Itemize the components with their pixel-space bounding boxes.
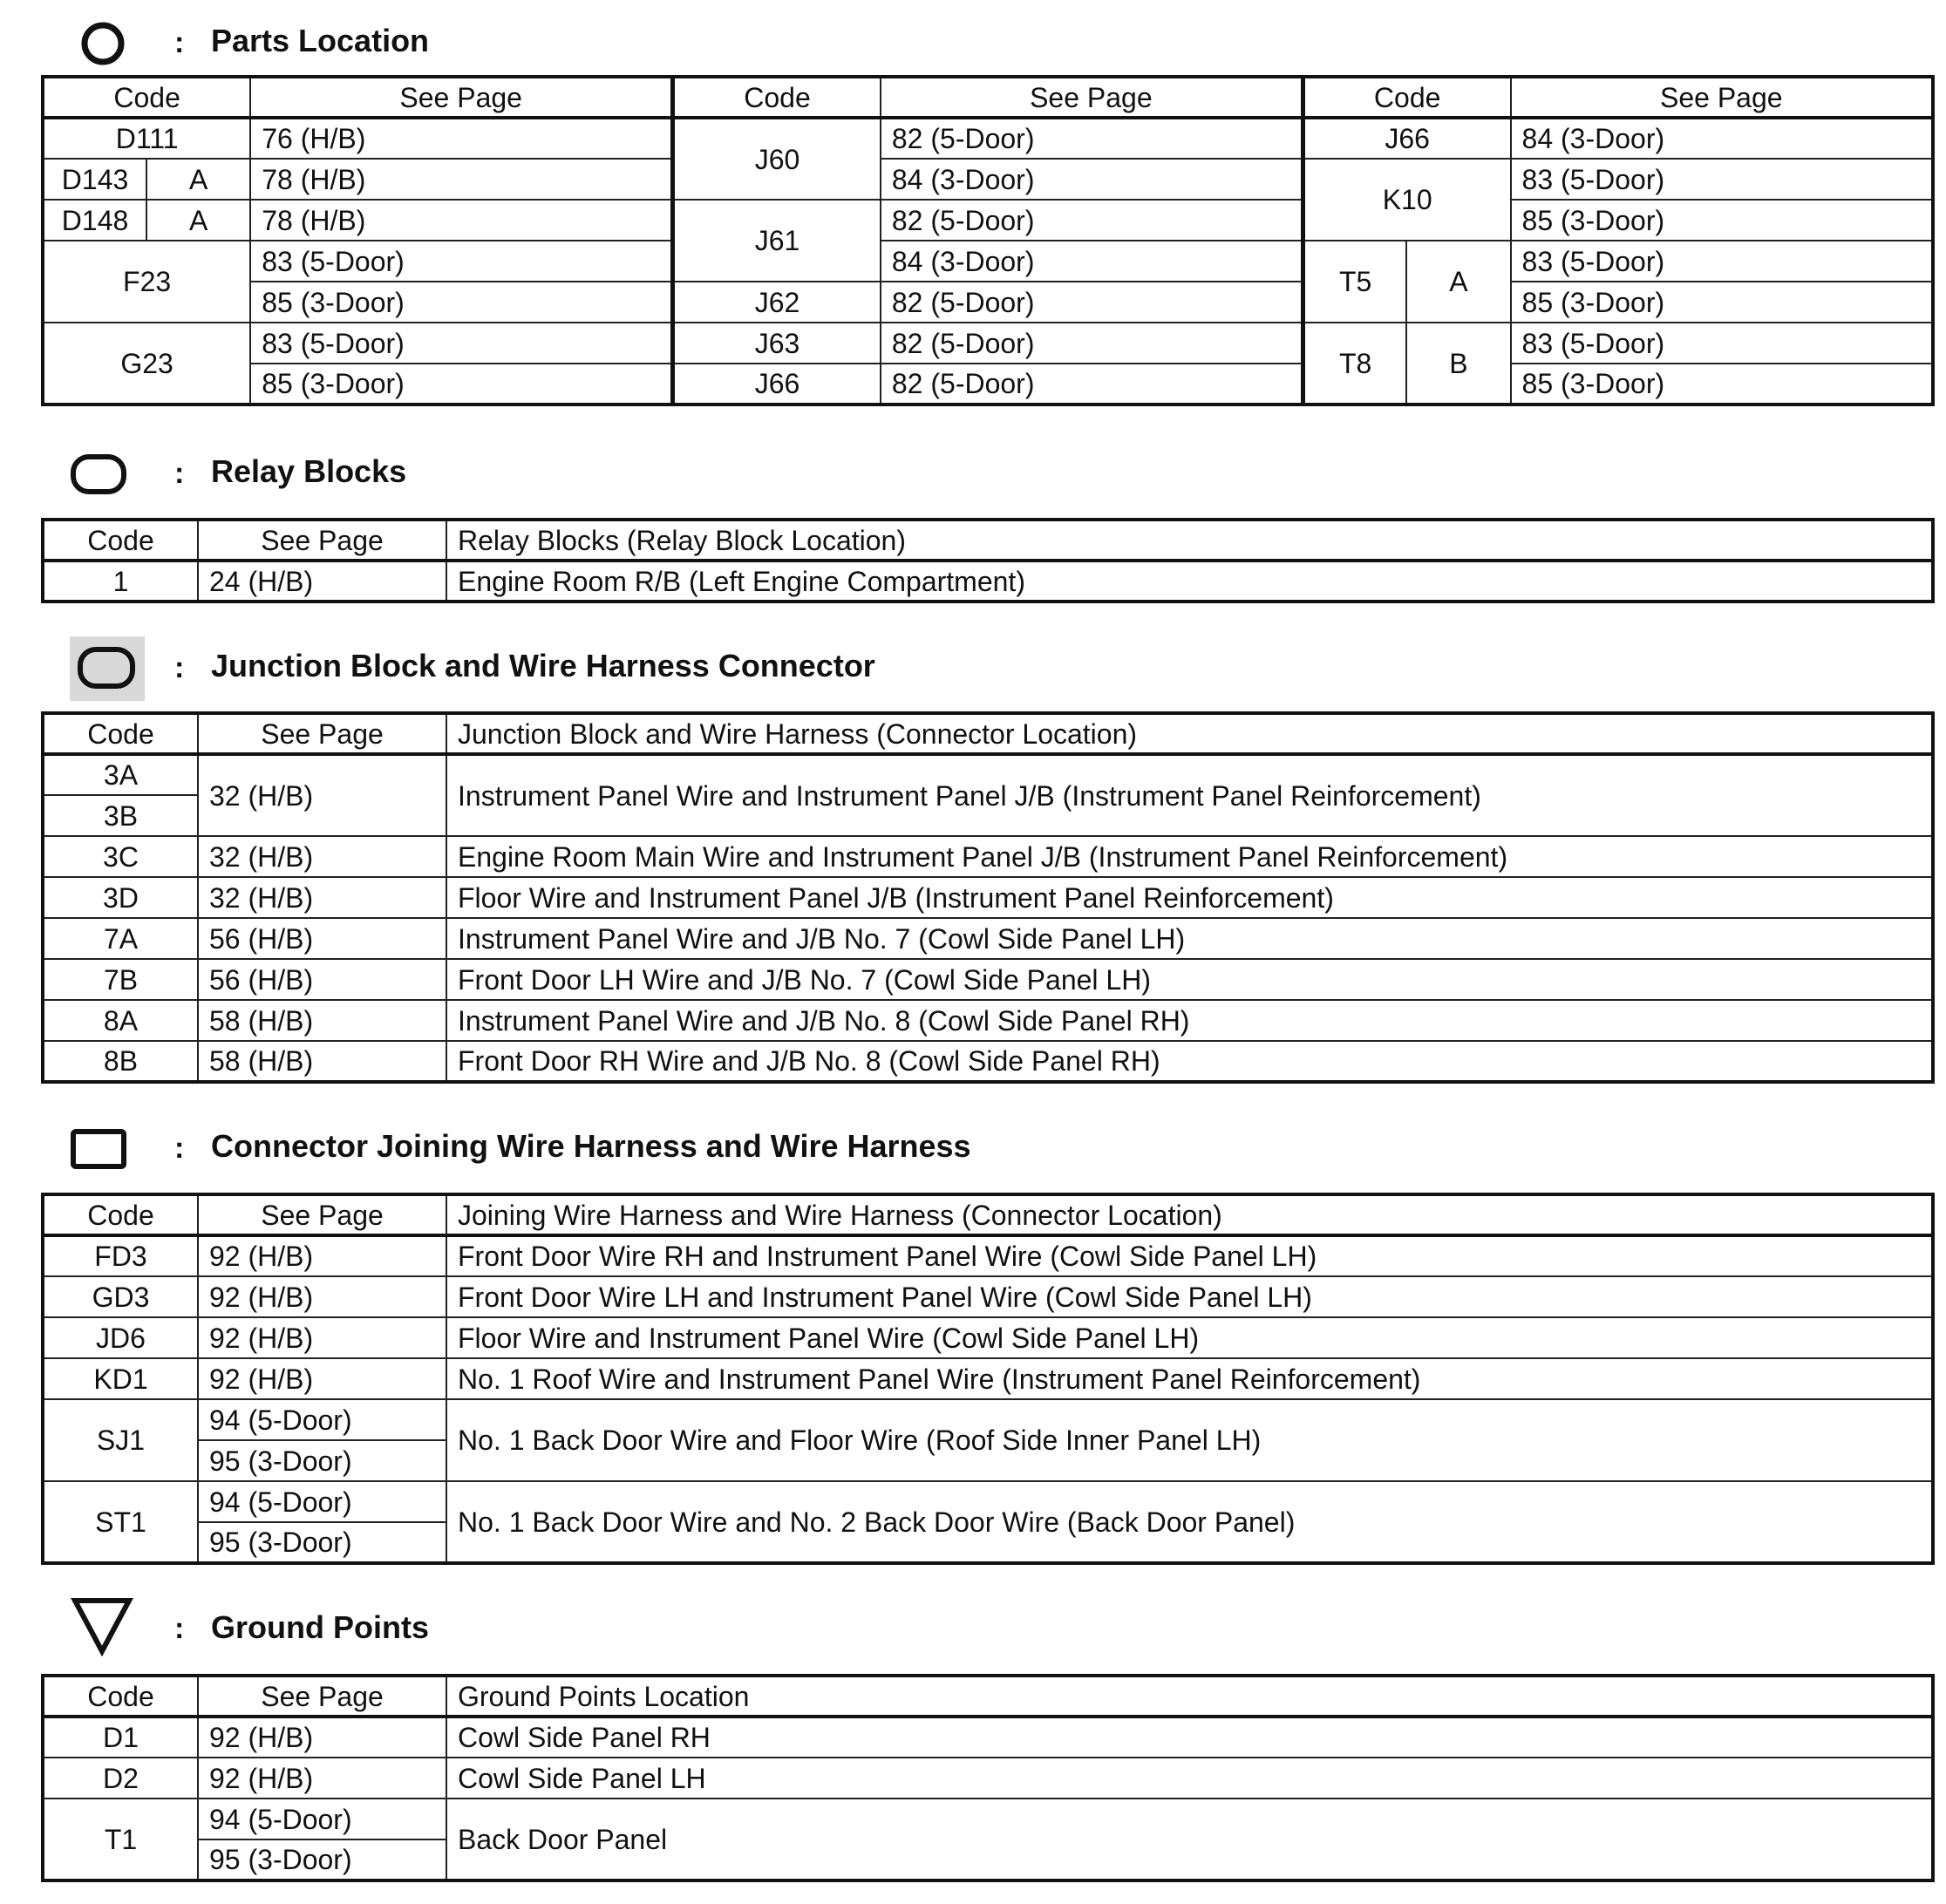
description-cell: Front Door Wire RH and Instrument Panel Wire (Cowl Side Panel LH) [446,1235,1933,1276]
table-row [43,959,1933,1000]
description-cell: Front Door LH Wire and J/B No. 7 (Cowl Side Panel LH) [446,959,1933,1000]
table-row [43,1758,1933,1799]
section-title: Parts Location [211,23,430,58]
code-cell: 8B [43,1041,198,1082]
shaded-rounded-rectangle-icon [70,636,145,701]
page-cell: 82 (5-Door) [881,364,1303,405]
page-cell: 83 (5-Door) [1511,159,1933,200]
page-cell: 85 (3-Door) [250,282,672,323]
description-cell: No. 1 Back Door Wire and No. 2 Back Door Wire (Back Door Panel) [446,1481,1933,1563]
relay-blocks-table [41,518,1935,603]
page-cell: 58 (H/B) [198,1000,446,1041]
table-header-row [43,77,1933,118]
rectangle-icon [70,1128,127,1170]
code-cell: J63 [673,323,881,364]
section-colon: : [174,1612,185,1645]
sub-code-cell: A [146,159,250,200]
section-colon: : [174,457,185,490]
page-cell: 83 (5-Door) [1511,241,1933,282]
see-page-header: See Page [198,713,446,754]
sub-code-cell: A [146,200,250,241]
code-cell: 8A [43,1000,198,1041]
page-cell: 82 (5-Door) [881,200,1303,241]
code-cell: D143 [43,159,146,200]
code-cell: T8 [1303,323,1406,405]
description-header: Relay Blocks (Relay Block Location) [446,520,1933,561]
see-page-header: See Page [250,77,672,118]
table-row [43,1041,1933,1082]
description-cell: Front Door RH Wire and J/B No. 8 (Cowl Side Panel RH) [446,1041,1933,1082]
table-row [43,159,1933,200]
code-cell: K10 [1303,159,1510,241]
section-title: Ground Points [211,1609,429,1645]
page-cell: 85 (3-Door) [1511,200,1933,241]
code-cell: 3A [43,754,198,795]
page-cell: 84 (3-Door) [1511,118,1933,159]
code-cell: 1 [43,561,198,602]
table-row [43,1276,1933,1317]
code-cell: 3B [43,795,198,836]
table-header-row [43,1676,1933,1717]
code-header: Code [673,77,881,118]
code-cell: D111 [43,118,250,159]
table-row [43,561,1933,602]
description-cell: Cowl Side Panel RH [446,1717,1933,1758]
table-row [43,836,1933,877]
see-page-header: See Page [198,1194,446,1235]
circle-icon [80,21,126,66]
description-cell: Engine Room R/B (Left Engine Compartment) [446,561,1933,602]
code-header: Code [43,520,198,561]
page-cell: 94 (5-Door) [198,1399,446,1440]
rounded-rectangle-icon [70,453,127,495]
description-header: Ground Points Location [446,1676,1933,1717]
page-cell: 94 (5-Door) [198,1799,446,1839]
page-cell: 82 (5-Door) [881,118,1303,159]
page-cell: 58 (H/B) [198,1041,446,1082]
code-cell: ST1 [43,1481,198,1563]
page-cell: 32 (H/B) [198,754,446,836]
code-cell: JD6 [43,1317,198,1358]
description-cell: Floor Wire and Instrument Panel J/B (Instrument Panel Reinforcement) [446,877,1933,918]
section-title: Relay Blocks [211,453,407,489]
page-cell: 32 (H/B) [198,877,446,918]
description-cell: Cowl Side Panel LH [446,1758,1933,1799]
see-page-header: See Page [198,1676,446,1717]
description-cell: Instrument Panel Wire and J/B No. 7 (Cowl Side Panel LH) [446,918,1933,959]
table-header-row [43,713,1933,754]
code-cell: 3D [43,877,198,918]
description-cell: No. 1 Roof Wire and Instrument Panel Wire (Instrument Panel Reinforcement) [446,1358,1933,1399]
page-cell: 85 (3-Door) [250,364,672,405]
page-cell: 92 (H/B) [198,1717,446,1758]
description-cell: Instrument Panel Wire and J/B No. 8 (Cowl Side Panel RH) [446,1000,1933,1041]
code-cell: D2 [43,1758,198,1799]
connector-joining-table [41,1193,1935,1565]
description-header: Junction Block and Wire Harness (Connector Location) [446,713,1933,754]
code-cell: 7A [43,918,198,959]
see-page-header: See Page [1511,77,1933,118]
ground-points-table [41,1674,1935,1882]
description-header: Joining Wire Harness and Wire Harness (Connector Location) [446,1194,1933,1235]
code-cell: T5 [1303,241,1406,323]
table-row [43,1358,1933,1399]
table-header-row [43,520,1933,561]
page-cell: 95 (3-Door) [198,1440,446,1481]
code-cell: F23 [43,241,250,323]
page-cell: 85 (3-Door) [1511,364,1933,405]
page-cell: 83 (5-Door) [250,323,672,364]
page-cell: 78 (H/B) [250,159,672,200]
description-cell: Instrument Panel Wire and Instrument Panel J/B (Instrument Panel Reinforcement) [446,754,1933,836]
page-cell: 24 (H/B) [198,561,446,602]
page-cell: 83 (5-Door) [1511,323,1933,364]
section-colon: : [174,651,185,684]
table-row [43,241,1933,282]
page-cell: 92 (H/B) [198,1235,446,1276]
page-cell: 56 (H/B) [198,959,446,1000]
code-cell: J60 [673,118,881,200]
code-header: Code [43,1194,198,1235]
table-row [43,1317,1933,1358]
page-cell: 56 (H/B) [198,918,446,959]
page-cell: 78 (H/B) [250,200,672,241]
code-cell: D1 [43,1717,198,1758]
page-cell: 83 (5-Door) [250,241,672,282]
page-cell: 95 (3-Door) [198,1522,446,1563]
code-cell: J66 [673,364,881,405]
code-cell: FD3 [43,1235,198,1276]
page-cell: 82 (5-Door) [881,323,1303,364]
table-row [43,118,1933,159]
code-cell: G23 [43,323,250,405]
page-cell: 32 (H/B) [198,836,446,877]
page-cell: 84 (3-Door) [881,159,1303,200]
page-cell: 92 (H/B) [198,1358,446,1399]
page-cell: 94 (5-Door) [198,1481,446,1522]
table-header-row [43,1194,1933,1235]
table-row [43,1399,1933,1440]
page-cell: 92 (H/B) [198,1758,446,1799]
see-page-header: See Page [198,520,446,561]
page-cell: 85 (3-Door) [1511,282,1933,323]
sub-code-cell: B [1406,323,1510,405]
page-cell: 92 (H/B) [198,1317,446,1358]
page-cell: 82 (5-Door) [881,282,1303,323]
table-row [43,1717,1933,1758]
code-cell: J66 [1303,118,1510,159]
section-colon: : [174,26,185,59]
table-row [43,1235,1933,1276]
code-cell: SJ1 [43,1399,198,1481]
description-cell: No. 1 Back Door Wire and Floor Wire (Roof Side Inner Panel LH) [446,1399,1933,1481]
code-cell: T1 [43,1799,198,1880]
table-row [43,1481,1933,1522]
code-header: Code [43,713,198,754]
code-cell: D148 [43,200,146,241]
table-row [43,364,1933,405]
table-row [43,323,1933,364]
code-cell: 7B [43,959,198,1000]
description-cell: Back Door Panel [446,1799,1933,1880]
code-cell: KD1 [43,1358,198,1399]
page-cell: 76 (H/B) [250,118,672,159]
code-cell: 3C [43,836,198,877]
code-header: Code [43,1676,198,1717]
page-cell: 95 (3-Door) [198,1839,446,1880]
page-cell: 92 (H/B) [198,1276,446,1317]
description-cell: Front Door Wire LH and Instrument Panel Wire (Cowl Side Panel LH) [446,1276,1933,1317]
junction-block-table [41,711,1935,1084]
code-cell: J61 [673,200,881,282]
table-row [43,1000,1933,1041]
code-header: Code [43,77,250,118]
table-row [43,282,1933,323]
parts-location-table [41,75,1935,406]
section-title: Junction Block and Wire Harness Connector [211,648,875,683]
code-header: Code [1303,77,1510,118]
code-cell: GD3 [43,1276,198,1317]
see-page-header: See Page [881,77,1303,118]
table-row [43,754,1933,795]
section-title: Connector Joining Wire Harness and Wire Harness [211,1128,971,1164]
table-row [43,877,1933,918]
section-colon: : [174,1132,185,1165]
table-row [43,918,1933,959]
sub-code-cell: A [1406,241,1510,323]
table-row [43,200,1933,241]
page-cell: 84 (3-Door) [881,241,1303,282]
description-cell: Floor Wire and Instrument Panel Wire (Cowl Side Panel LH) [446,1317,1933,1358]
description-cell: Engine Room Main Wire and Instrument Panel J/B (Instrument Panel Reinforcement) [446,836,1933,877]
triangle-down-icon [70,1595,134,1656]
code-cell: J62 [673,282,881,323]
table-row [43,1799,1933,1839]
